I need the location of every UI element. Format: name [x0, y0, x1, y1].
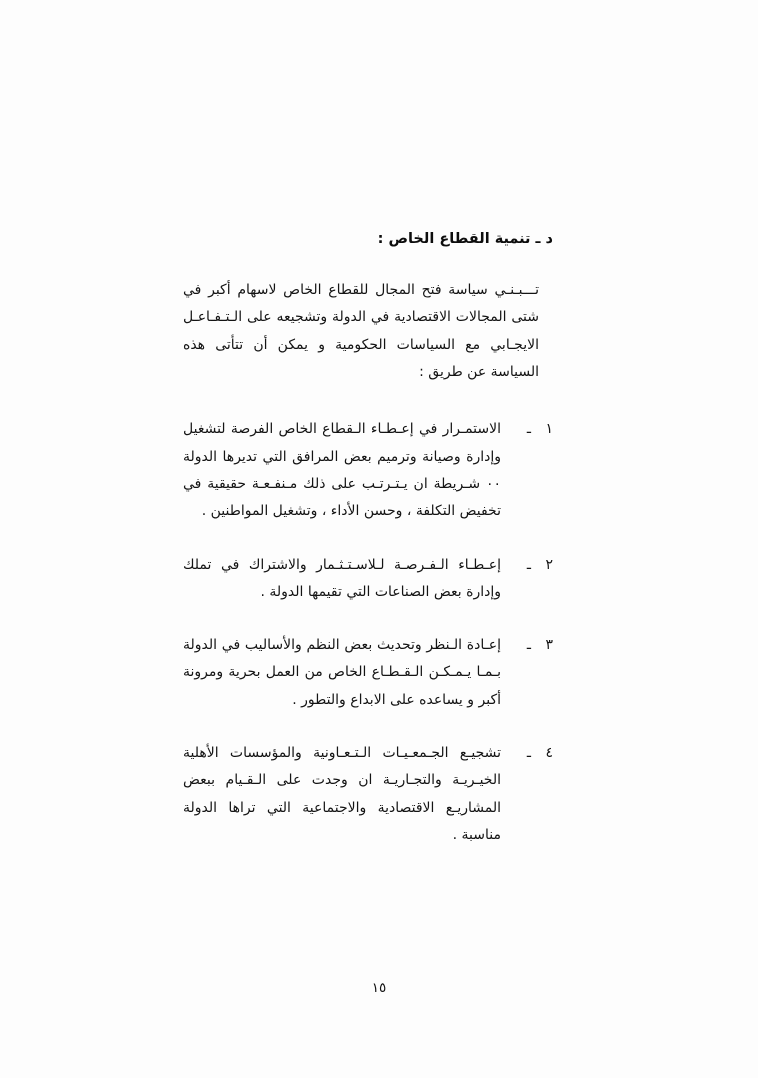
page-content	[183, 228, 553, 875]
list-item-number: ١	[545, 421, 553, 438]
list-item-text: إعـطـاء الـفـرصـة لـلاسـتـثـمار والاشتراك في تملك وإدارة بعض الصناعات التي تقيمها الدولة .	[183, 556, 501, 600]
list-item-dash: ـ	[526, 556, 532, 573]
list-item-dash: ـ	[526, 421, 532, 438]
page-number: ١٥	[371, 980, 387, 996]
list-item-marker	[501, 416, 553, 443]
list-item-dash: ـ	[526, 745, 532, 762]
list-item-marker	[501, 740, 553, 767]
section-heading: د ـ تنمية القطاع الخاص :	[377, 231, 553, 247]
list-item-number: ٢	[545, 556, 553, 573]
list-item	[183, 552, 553, 607]
list-item-dash: ـ	[526, 637, 532, 654]
list-item-text: إعـادة الـنظر وتحديث بعض النظم والأساليب في الدولة بـمـا يـمـكـن الـقـطـاع الخاص من العمل بحرية ومرونة أكبر و يساعده على الابداع والتطور .	[183, 637, 501, 708]
list-item-text: تشجيـع الجـمعـيـات الـتـعـاونية والمؤسسات الأهلية الخيـريـة والتجـاريـة ان وجدت على الـقـيام ببعض المشاريـع الاقتصادية والاجتماعية التي تراها الدولة مناسبة .	[183, 745, 501, 843]
list-item	[183, 740, 553, 849]
list-item-text: الاستمـرار في إعـطـاء الـقطاع الخاص الفرصة لتشغيل وإدارة وصيانة وترميم بعض المرافق التي تديرها الدولة ٠٠ شـريطة ان يـتـرتـب على ذلك مـنفـعـة حقيقية في تخفيض التكلفة ، وحسن الأداء ، وتشغيل المواطنين .	[183, 421, 501, 520]
intro-paragraph: تـــبـنـي سياسة فتح المجال للقطاع الخاص لاسهام أكبر في شتى المجالات الاقتصادية في الدولة وتشجيعه على الـتـفـاعـل الايجـابي مع السياسات الحكومية و يمكن أن تتأتى هذه السياسة عن طريق :	[183, 282, 539, 381]
numbered-list	[183, 416, 553, 849]
list-item	[183, 632, 553, 714]
list-item-marker	[501, 552, 553, 579]
list-item-number: ٤	[545, 745, 553, 762]
list-item-marker	[501, 632, 553, 659]
list-item-number: ٣	[545, 637, 553, 654]
list-item	[183, 416, 553, 525]
